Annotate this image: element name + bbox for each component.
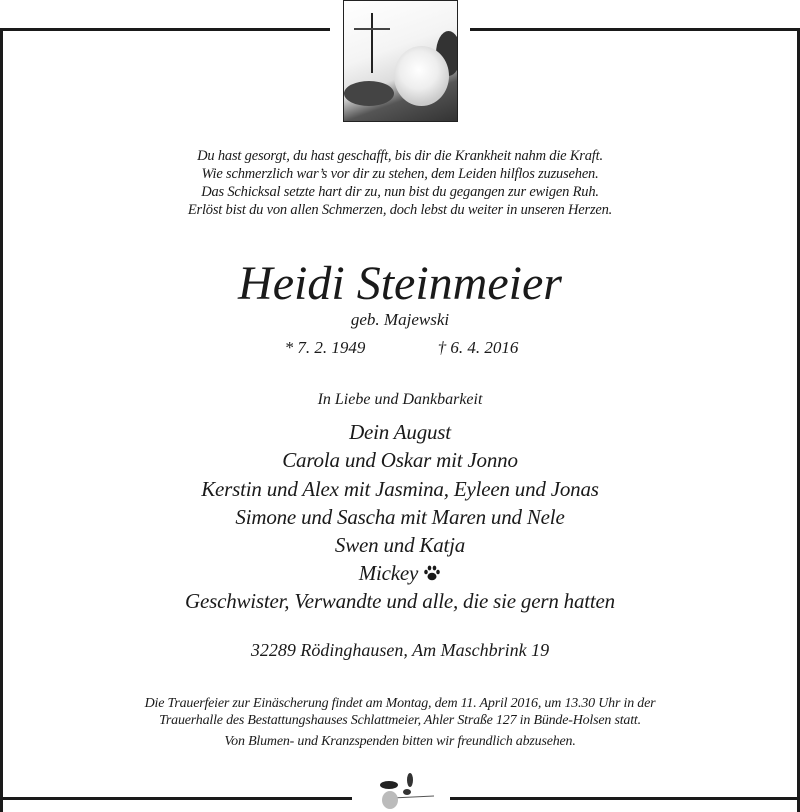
birth-name: geb. Majewski: [350, 310, 450, 329]
mourner-line: Swen und Katja: [334, 533, 466, 557]
pet-name: Mickey: [358, 561, 419, 585]
poem-line: Du hast gesorgt, du hast geschafft, bis dir die Krankheit nahm die Kraft.: [197, 148, 603, 164]
poem-line: Wie schmerzlich war’s vor dir zu stehen, dem Leiden hilflos zuzusehen.: [201, 166, 599, 182]
notice-line: Trauerhalle des Bestattungshauses Schlattmeier, Ahler Straße 127 in Bünde-Holsen statt.: [159, 713, 641, 728]
mourner-line: Simone und Sascha mit Maren und Nele: [235, 505, 565, 529]
deceased-name: Heidi Steinmeier: [238, 257, 562, 310]
mourner-line: Geschwister, Verwandte und alle, die sie gern hatten: [185, 589, 615, 613]
border-top-left: [0, 28, 330, 31]
rose-icon: [372, 770, 442, 812]
mourner-line: Carola und Oskar mit Jonno: [282, 448, 518, 472]
death-date: † 6. 4. 2016: [437, 338, 519, 357]
mourner-line: Dein August: [349, 420, 451, 444]
paw-icon: [423, 564, 441, 582]
mourner-line: Kerstin und Alex mit Jasmina, Eyleen und Jonas: [201, 477, 599, 501]
cross-rose-image: [343, 0, 458, 122]
border-bottom-left: [0, 797, 352, 800]
birth-date: * 7. 2. 1949: [284, 338, 366, 357]
border-top-right: [470, 28, 800, 31]
border-bottom-right: [450, 797, 800, 800]
address: 32289 Rödinghausen, Am Maschbrink 19: [250, 640, 550, 660]
cross-icon: [371, 13, 373, 73]
mourner-line-pet: [0, 561, 800, 586]
poem-line: Das Schicksal setzte hart dir zu, nun bist du gegangen zur ewigen Ruh.: [201, 184, 599, 200]
mourners-intro: In Liebe und Dankbarkeit: [317, 391, 483, 408]
notice-line: Die Trauerfeier zur Einäscherung findet am Montag, dem 11. April 2016, um 13.30 Uhr in der: [144, 696, 656, 711]
poem-line: Erlöst bist du von allen Schmerzen, doch lebst du weiter in unseren Herzen.: [187, 202, 613, 218]
notice-line: Von Blumen- und Kranzspenden bitten wir freundlich abzusehen.: [224, 734, 576, 749]
